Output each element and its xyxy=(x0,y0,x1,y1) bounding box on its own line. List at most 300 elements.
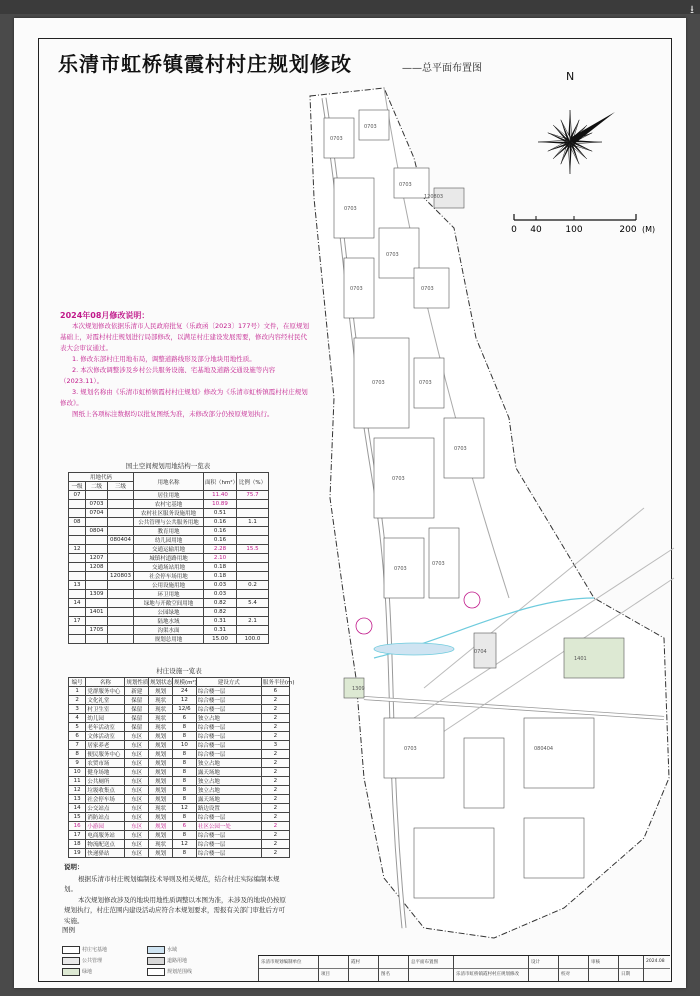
title-block-text: 图名 xyxy=(381,972,390,977)
revision-note-paragraph: 2. 本次修改调整涉及乡村公共服务设施、宅基地及道路交通设施等内容（2023.11）。 xyxy=(60,366,276,385)
table-cell: 0.31 xyxy=(204,626,237,635)
table-cell: 东区 xyxy=(125,759,149,768)
table-cell: 东区 xyxy=(125,849,149,858)
table-cell: 健身场地 xyxy=(86,768,125,777)
table-cell: 社区公园一处 xyxy=(196,822,261,831)
title-block-text: 乐清市虹桥镇霞村村庄规划修改 xyxy=(456,972,519,977)
table-cell: 物流配送点 xyxy=(86,840,125,849)
table-cell: 保留 xyxy=(125,723,149,732)
table-cell: 75.7 xyxy=(237,491,269,500)
table-cell: 综合楼一层 xyxy=(196,723,261,732)
drawing-sheet xyxy=(14,18,686,988)
table-cell: 8 xyxy=(172,813,196,822)
table-cell: 综合楼一层 xyxy=(196,831,261,840)
table-cell: 1208 xyxy=(86,563,108,572)
description-heading: 说明： xyxy=(64,863,84,871)
table-cell: 规划 xyxy=(149,795,173,804)
table-cell: 保留 xyxy=(125,705,149,714)
table-cell xyxy=(108,554,134,563)
parcel-label: 080404 xyxy=(534,746,554,752)
table-header: 规划状态 xyxy=(149,678,173,687)
table-cell: 11.40 xyxy=(204,491,237,500)
table-cell: 0.16 xyxy=(204,536,237,545)
table-cell: 综合楼一层 xyxy=(196,750,261,759)
table-cell: 综合楼一层 xyxy=(196,813,261,822)
table-cell: 08 xyxy=(69,518,86,527)
table-cell: 6 xyxy=(69,732,86,741)
table-cell xyxy=(69,590,86,599)
parcel-label: 0703 xyxy=(419,380,432,386)
table-cell: 现状 xyxy=(149,840,173,849)
table-cell: 2.28 xyxy=(204,545,237,554)
title-block-text: 校对 xyxy=(561,972,570,977)
legend-swatch xyxy=(62,946,80,954)
table-row xyxy=(69,563,269,572)
table-cell: 社会停车场用地 xyxy=(134,572,204,581)
legend-label: 道路用地 xyxy=(167,958,188,964)
table-cell: 0.18 xyxy=(204,563,237,572)
north-label: N xyxy=(566,70,575,83)
table-row xyxy=(69,759,290,768)
table-cell: 快递驿站 xyxy=(86,849,125,858)
table-cell: 12 xyxy=(69,786,86,795)
table-header: 面积（hm²） xyxy=(204,473,237,491)
table-cell xyxy=(69,626,86,635)
table-cell: 0.82 xyxy=(204,599,237,608)
scale-tick-0: 0 xyxy=(511,225,517,235)
table-cell xyxy=(86,518,108,527)
table-cell: 交通场站用地 xyxy=(134,563,204,572)
table-row xyxy=(69,714,290,723)
table-cell xyxy=(237,608,269,617)
table-cell: 3 xyxy=(69,705,86,714)
table-cell: 100.0 xyxy=(237,635,269,644)
table-cell: 独立占地 xyxy=(196,759,261,768)
table-row xyxy=(69,608,269,617)
table-cell: 综合楼一层 xyxy=(196,732,261,741)
table-cell: 综合楼一层 xyxy=(196,840,261,849)
table-cell: 2 xyxy=(261,768,289,777)
table-cell: 12/6 xyxy=(172,705,196,714)
table-cell: 16 xyxy=(69,822,86,831)
table-row xyxy=(69,599,269,608)
table-cell: 10.89 xyxy=(204,500,237,509)
description-paragraph: 本次规划修改涉及的地块用地性质调整以本图为准，未涉及的地块仍按原规划执行，村庄范围内建设活动应符合本规划要求，需报有关部门审批后方可实施。 xyxy=(64,895,286,925)
title-block-text: 项目 xyxy=(321,972,330,977)
table-cell: 2 xyxy=(261,804,289,813)
table-cell xyxy=(237,590,269,599)
table-cell: 2 xyxy=(261,732,289,741)
table-cell xyxy=(237,572,269,581)
title-block-text: 2024.08 xyxy=(646,959,665,964)
table-cell: 文化礼堂 xyxy=(86,696,125,705)
table-cell: 规划 xyxy=(149,777,173,786)
table-cell xyxy=(86,599,108,608)
legend-swatch xyxy=(62,968,80,976)
table-cell xyxy=(108,635,134,644)
table-cell: 老年活动室 xyxy=(86,723,125,732)
table-cell: 0.16 xyxy=(204,518,237,527)
table-cell: 现状 xyxy=(149,804,173,813)
revision-note-paragraph: 本次规划修改依据乐清市人民政府批复（乐政函〔2023〕177号）文件，在原规划基础上，对霞村村庄规划进行局部修改，以满足村庄建设发展需要，修改内容经村民代表大会审议通过。 xyxy=(60,322,309,352)
table-cell: 规划 xyxy=(149,849,173,858)
table-cell xyxy=(237,626,269,635)
table-cell: 陆地水域 xyxy=(134,617,204,626)
page-subtitle: ——总平面布置图 xyxy=(402,63,482,74)
table-cell xyxy=(69,608,86,617)
table-cell: 2 xyxy=(69,696,86,705)
legend xyxy=(62,925,222,975)
table-cell: 2 xyxy=(261,840,289,849)
table-cell: 交通运输用地 xyxy=(134,545,204,554)
table-cell: 东区 xyxy=(125,732,149,741)
table-cell: 东区 xyxy=(125,795,149,804)
table-cell: 农村社区服务设施用地 xyxy=(134,509,204,518)
table-cell: 东区 xyxy=(125,777,149,786)
legend-label: 规划范围线 xyxy=(167,969,193,975)
table-cell xyxy=(237,509,269,518)
table-cell: 6 xyxy=(172,714,196,723)
table-cell: 6 xyxy=(261,687,289,696)
table-cell: 消防站点 xyxy=(86,813,125,822)
table-cell: 0.31 xyxy=(204,617,237,626)
table-cell: 8 xyxy=(172,732,196,741)
title-block-cell xyxy=(348,956,379,981)
table-cell: 规划 xyxy=(149,750,173,759)
table-cell: 电商服务站 xyxy=(86,831,125,840)
table-cell: 9 xyxy=(69,759,86,768)
table-cell: 5 xyxy=(69,723,86,732)
legend-label: 绿地 xyxy=(82,969,93,975)
legend-item xyxy=(147,944,232,955)
legend-item xyxy=(62,966,147,977)
table-row xyxy=(69,804,290,813)
legend-swatch xyxy=(147,946,165,954)
table-cell xyxy=(237,554,269,563)
revision-note xyxy=(60,310,312,420)
legend-label: 公共管理 xyxy=(82,958,103,964)
table-row xyxy=(69,777,290,786)
table-cell: 2 xyxy=(261,813,289,822)
table-cell xyxy=(86,635,108,644)
table-cell: 露天场地 xyxy=(196,768,261,777)
table-cell: 15 xyxy=(69,813,86,822)
table-cell: 小游园 xyxy=(86,822,125,831)
table-row xyxy=(69,741,290,750)
title-block-cell xyxy=(378,956,409,981)
table-cell: 8 xyxy=(172,795,196,804)
table-cell xyxy=(69,554,86,563)
table-cell: 东区 xyxy=(125,768,149,777)
scale-tick-100: 100 xyxy=(565,225,583,235)
table-cell: 2.1 xyxy=(237,617,269,626)
table-cell: 规划 xyxy=(149,732,173,741)
table-cell: 0.03 xyxy=(204,590,237,599)
table-cell: 8 xyxy=(172,723,196,732)
legend-title: 图例 xyxy=(62,926,75,934)
table-cell: 2 xyxy=(261,795,289,804)
table-cell: 农贸市场 xyxy=(86,759,125,768)
table-cell: 独立占地 xyxy=(196,777,261,786)
table-cell: 8 xyxy=(172,750,196,759)
table-cell xyxy=(86,536,108,545)
page-title: 乐清市虹桥镇霞村村庄规划修改 xyxy=(58,52,352,76)
table-row xyxy=(69,822,290,831)
table-cell: 18 xyxy=(69,840,86,849)
table-cell: 现状 xyxy=(149,696,173,705)
description-paragraph: 根据乐清市村庄规划编制技术导则及相关规范，结合村庄实际编制本规划。 xyxy=(64,874,280,893)
table-cell: 环卫用地 xyxy=(134,590,204,599)
table-cell: 综合楼一层 xyxy=(196,741,261,750)
table-cell: 12 xyxy=(69,545,86,554)
table-header: 建设方式 xyxy=(196,678,261,687)
table-cell: 社会停车场 xyxy=(86,795,125,804)
table-cell: 村卫生室 xyxy=(86,705,125,714)
parcel-label: 0704 xyxy=(474,649,487,655)
table-cell: 10 xyxy=(172,741,196,750)
table-cell xyxy=(86,572,108,581)
table-cell xyxy=(86,581,108,590)
site-plan-map xyxy=(264,78,674,954)
table-cell: 2 xyxy=(261,723,289,732)
facility-table-title: 村庄设施一览表 xyxy=(156,667,202,675)
table-cell: 综合楼一层 xyxy=(196,849,261,858)
table-cell: 2 xyxy=(261,822,289,831)
table-cell: 便民服务中心 xyxy=(86,750,125,759)
table-row xyxy=(69,732,290,741)
table-row xyxy=(69,536,269,545)
table-cell: 12 xyxy=(172,840,196,849)
table-row xyxy=(69,795,290,804)
legend-label: 村庄宅基地 xyxy=(82,947,108,953)
table-cell: 规划 xyxy=(149,813,173,822)
title-block-text: 设计 xyxy=(531,960,540,965)
table-header: 规模(m²) xyxy=(172,678,196,687)
table-cell: 12 xyxy=(172,696,196,705)
table-row xyxy=(69,786,290,795)
table-row xyxy=(69,840,290,849)
table-row xyxy=(69,849,290,858)
table-cell: 2 xyxy=(261,705,289,714)
table-cell: 3 xyxy=(261,741,289,750)
table-cell: 东区 xyxy=(125,741,149,750)
table-row xyxy=(69,723,290,732)
table-cell: 2.10 xyxy=(204,554,237,563)
table-header: 三级 xyxy=(108,482,134,491)
table-header: 用地名称 xyxy=(134,473,204,491)
table-cell xyxy=(86,617,108,626)
table-cell xyxy=(108,581,134,590)
table-cell: 0.2 xyxy=(237,581,269,590)
table-cell: 东区 xyxy=(125,786,149,795)
table-cell: 8 xyxy=(172,786,196,795)
title-block-cell xyxy=(453,956,529,981)
table-cell: 17 xyxy=(69,617,86,626)
table-cell xyxy=(86,545,108,554)
table-cell: 1705 xyxy=(86,626,108,635)
table-cell: 8 xyxy=(172,777,196,786)
table-cell: 独立占地 xyxy=(196,786,261,795)
title-block-cell xyxy=(258,956,319,981)
table-cell: 规划 xyxy=(149,822,173,831)
table-cell: 0704 xyxy=(86,509,108,518)
table-cell: 2 xyxy=(261,777,289,786)
table-cell: 东区 xyxy=(125,831,149,840)
table-cell: 8 xyxy=(172,759,196,768)
table-cell xyxy=(108,509,134,518)
parcel-label: 1401 xyxy=(574,656,587,662)
legend-label: 水域 xyxy=(167,947,178,953)
table-cell: 绿地与开敞空间用地 xyxy=(134,599,204,608)
table-cell xyxy=(69,635,86,644)
table-row xyxy=(69,750,290,759)
table-cell xyxy=(108,563,134,572)
land-use-table xyxy=(68,461,268,644)
table-cell: 教育用地 xyxy=(134,527,204,536)
table-cell: 城镇村道路用地 xyxy=(134,554,204,563)
download-icon[interactable]: ⭳ xyxy=(690,3,694,16)
table-cell: 120803 xyxy=(108,572,134,581)
table-cell: 文体活动室 xyxy=(86,732,125,741)
parcel-label: 0703 xyxy=(386,252,399,258)
table-cell: 2 xyxy=(261,759,289,768)
legend-swatch xyxy=(147,968,165,976)
legend-item xyxy=(147,955,232,966)
table-cell: 东区 xyxy=(125,804,149,813)
table-cell: 8 xyxy=(69,750,86,759)
table-header: 名称 xyxy=(86,678,125,687)
table-cell xyxy=(108,527,134,536)
table-row xyxy=(69,491,269,500)
title-block-text: 审核 xyxy=(591,960,600,965)
parcel-label: 0703 xyxy=(330,136,343,142)
table-cell: 8 xyxy=(172,849,196,858)
table-cell: 14 xyxy=(69,804,86,813)
table-cell: 幼儿园 xyxy=(86,714,125,723)
table-cell: 7 xyxy=(69,741,86,750)
table-cell: 综合楼一层 xyxy=(196,696,261,705)
table-row xyxy=(69,768,290,777)
table-row xyxy=(69,572,269,581)
scale-tick-200: 200 xyxy=(619,225,637,235)
parcel-label: 0703 xyxy=(392,476,405,482)
table-cell: 新建 xyxy=(125,687,149,696)
parcel-label: 0703 xyxy=(350,286,363,292)
table-cell: 公共厕所 xyxy=(86,777,125,786)
table-cell: 现状 xyxy=(149,705,173,714)
table-cell: 0.51 xyxy=(204,509,237,518)
revision-note-paragraph: 3. 规划名称由《乐清市虹桥镇霞村村庄规划》修改为《乐清市虹桥镇霞村村庄规划修改》。 xyxy=(60,388,308,407)
table-cell: 规划总用地 xyxy=(134,635,204,644)
table-cell: 8 xyxy=(172,768,196,777)
legend-swatch xyxy=(147,957,165,965)
table-cell xyxy=(108,500,134,509)
table-cell: 13 xyxy=(69,795,86,804)
parcel-label: 1309 xyxy=(352,686,365,692)
table-cell: 0.16 xyxy=(204,527,237,536)
parcel-label: 0703 xyxy=(421,286,434,292)
table-cell: 公用设施用地 xyxy=(134,581,204,590)
table-row xyxy=(69,696,290,705)
viewer-toolbar xyxy=(0,0,700,14)
table-cell: 0.18 xyxy=(204,572,237,581)
parcel-label: 120803 xyxy=(424,194,444,200)
table-cell xyxy=(237,500,269,509)
title-block-text: 总平面布置图 xyxy=(411,960,438,965)
title-block-cell xyxy=(408,956,454,981)
table-cell xyxy=(69,527,86,536)
table-row xyxy=(69,635,269,644)
facility-table xyxy=(68,666,295,858)
table-cell: 保留 xyxy=(125,714,149,723)
parcel-label: 0703 xyxy=(432,561,445,567)
table-cell: 1 xyxy=(69,687,86,696)
table-cell: 07 xyxy=(69,491,86,500)
title-block-cell xyxy=(558,956,589,981)
table-cell: 保留 xyxy=(125,696,149,705)
table-cell xyxy=(86,491,108,500)
table-cell xyxy=(69,563,86,572)
table-row xyxy=(69,509,269,518)
table-cell: 080404 xyxy=(108,536,134,545)
table-row xyxy=(69,500,269,509)
table-cell: 东区 xyxy=(125,813,149,822)
table-cell: 规划 xyxy=(149,831,173,840)
table-cell xyxy=(108,590,134,599)
table-header: 编号 xyxy=(69,678,86,687)
table-row xyxy=(69,590,269,599)
table-cell: 居家养老 xyxy=(86,741,125,750)
table-cell: 东区 xyxy=(125,840,149,849)
table-cell: 东区 xyxy=(125,750,149,759)
legend-swatch xyxy=(62,957,80,965)
parcel-label: 0703 xyxy=(364,124,377,130)
title-block-cell xyxy=(318,956,349,981)
table-cell: 15.5 xyxy=(237,545,269,554)
table-cell: 垃圾收集点 xyxy=(86,786,125,795)
table-cell: 规划 xyxy=(149,768,173,777)
table-cell: 沟渠水面 xyxy=(134,626,204,635)
table-cell xyxy=(108,617,134,626)
table-cell: 公园绿地 xyxy=(134,608,204,617)
table-cell: 独立占地 xyxy=(196,714,261,723)
table-row xyxy=(69,554,269,563)
table-cell: 公交站点 xyxy=(86,804,125,813)
table-cell xyxy=(108,599,134,608)
table-cell: 1.1 xyxy=(237,518,269,527)
table-cell: 0804 xyxy=(86,527,108,536)
table-cell: 2 xyxy=(261,849,289,858)
revision-note-heading: 2024年08月修改说明： xyxy=(60,311,150,320)
table-cell: 居住用地 xyxy=(134,491,204,500)
parcel-label: 0703 xyxy=(394,566,407,572)
title-block-text: 乐清市规划编制单位 xyxy=(261,960,302,965)
table-cell: 现状 xyxy=(149,723,173,732)
table-header: 规划性质 xyxy=(125,678,149,687)
table-cell: 1309 xyxy=(86,590,108,599)
table-cell: 5.4 xyxy=(237,599,269,608)
table-cell xyxy=(108,491,134,500)
title-block-text: 日期 xyxy=(621,972,630,977)
table-cell: 综合楼一层 xyxy=(196,705,261,714)
table-cell xyxy=(237,527,269,536)
table-cell: 路边设置 xyxy=(196,804,261,813)
table-cell: 2 xyxy=(261,714,289,723)
table-row xyxy=(69,581,269,590)
title-block-cell xyxy=(588,956,619,981)
table-row xyxy=(69,831,290,840)
table-cell xyxy=(69,509,86,518)
